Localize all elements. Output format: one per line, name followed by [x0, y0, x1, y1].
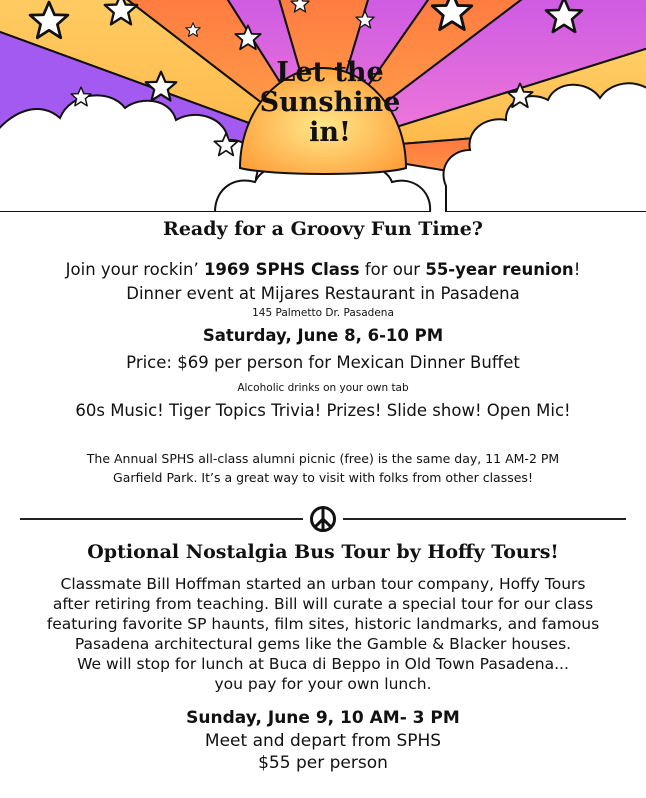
banner-title-line: Let the [276, 57, 384, 88]
tour-date: Sunday, June 9, 10 AM- 3 PM [186, 708, 460, 728]
picnic-line-1: The Annual SPHS all-class alumni picnic (free) is the same day, 11 AM-2 PM [86, 451, 560, 466]
tour-description-1: Classmate Bill Hoffman started an urban tour company, Hoffy Tours [60, 575, 586, 593]
tour-price: $55 per person [258, 753, 388, 773]
venue-address: 145 Palmetto Dr. Pasadena [252, 307, 394, 319]
divider-left [20, 518, 303, 520]
tour-meeting-point: Meet and depart from SPHS [204, 731, 442, 751]
intro-line-2: Dinner event at Mijares Restaurant in Pasadena [126, 284, 520, 303]
picnic-line-2: Garfield Park. It’s a great way to visit with folks from other classes! [113, 470, 533, 485]
tour-description-2: after retiring from teaching. Bill will curate a special tour for our class [52, 595, 594, 613]
tour-description-3: featuring favorite SP haunts, film sites, historic landmarks, and famous [46, 615, 600, 633]
divider-right [343, 518, 626, 520]
peace-sign-icon [309, 505, 337, 533]
event-price: Price: $69 per person for Mexican Dinner Buffet [126, 353, 520, 372]
banner-title-line: in! [309, 117, 351, 148]
tour-description-4: Pasadena architectural gems like the Gamble & Blacker houses. [74, 635, 572, 653]
tour-headline: Optional Nostalgia Bus Tour by Hoffy Tours! [87, 541, 559, 563]
tour-description-5: We will stop for lunch at Buca di Beppo in Old Town Pasadena... [77, 655, 569, 673]
activities-line: 60s Music! Tiger Topics Trivia! Prizes! Slide show! Open Mic! [75, 401, 571, 420]
intro-headline: Ready for a Groovy Fun Time? [163, 218, 483, 240]
intro-line-1: Join your rockin’ 1969 SPHS Class for our 55-year reunion! [65, 260, 581, 279]
banner-title-line: Sunshine [259, 87, 401, 118]
event-date: Saturday, June 8, 6-10 PM [202, 326, 444, 345]
tour-description-6: you pay for your own lunch. [214, 675, 432, 693]
drinks-note: Alcoholic drinks on your own tab [237, 382, 409, 394]
banner-title [250, 58, 410, 148]
